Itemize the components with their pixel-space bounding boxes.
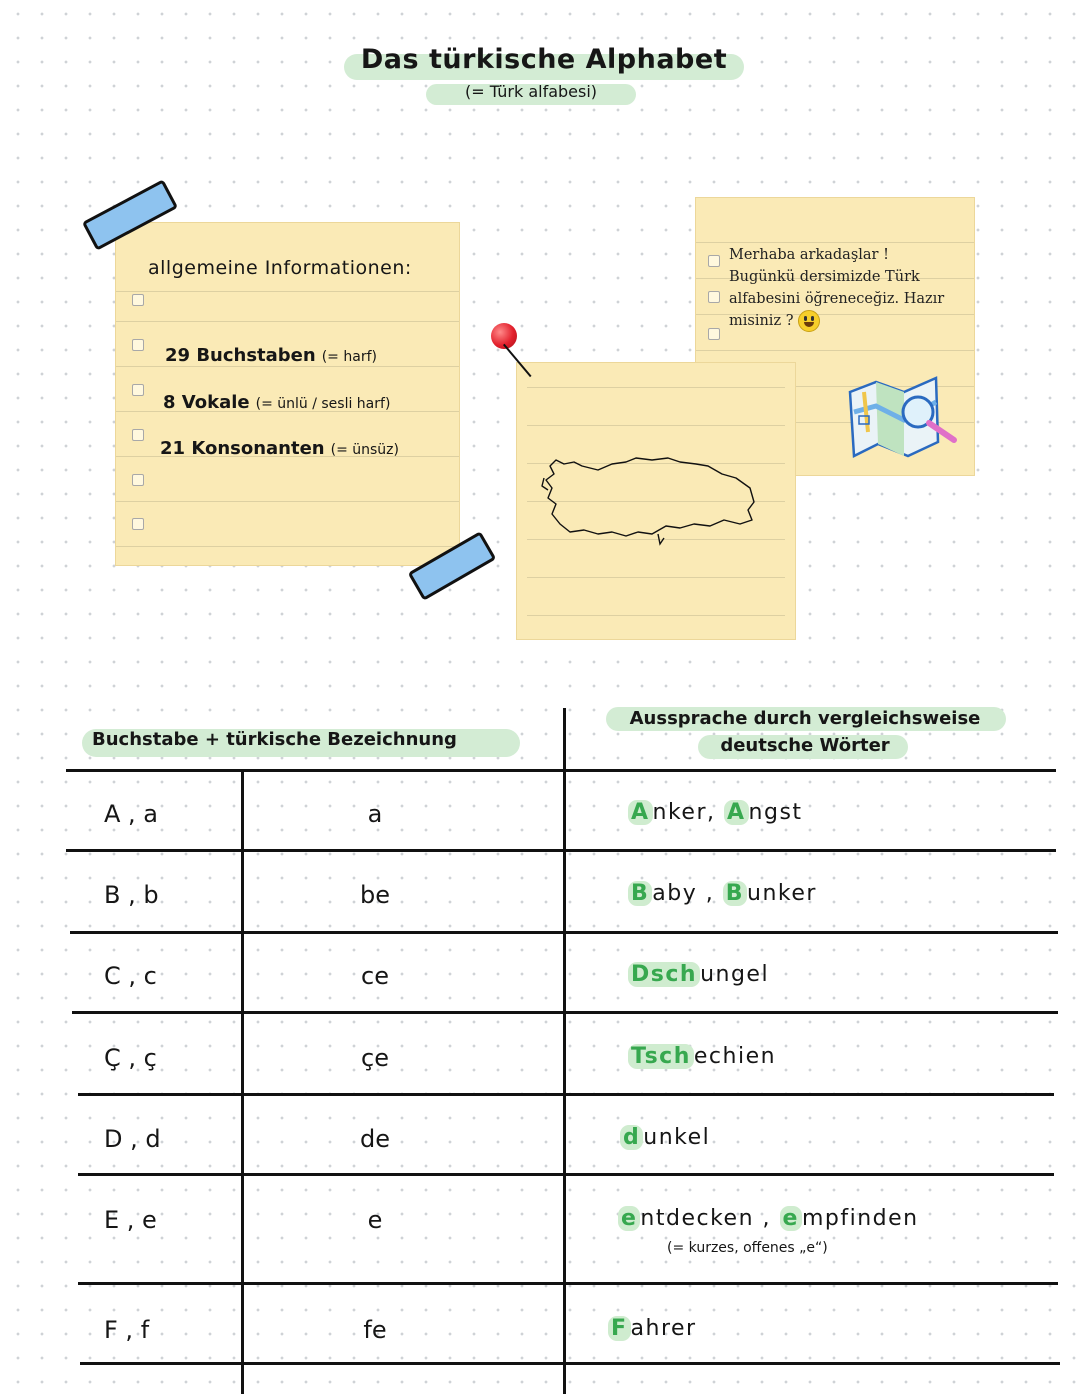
checkbox-icon <box>132 294 144 306</box>
table-row-letter: Ç , ç <box>104 1044 157 1072</box>
info-line-main: 8 Vokale <box>163 392 250 413</box>
table-row-letter: B , b <box>104 881 159 909</box>
checkbox-icon <box>708 291 720 303</box>
table-row-name: a <box>367 800 383 828</box>
table-header-left: Buchstabe + türkische Bezeichnung <box>92 729 457 750</box>
table-row-note: (= kurzes, offenes „e“) <box>667 1240 828 1256</box>
table-row-example: B aby , B unker <box>628 881 817 906</box>
table-rule <box>66 769 1056 772</box>
table-row-example: Dsch ungel <box>628 962 769 987</box>
checkbox-icon <box>132 339 144 351</box>
info-line-vowels <box>163 392 390 413</box>
table-row-name: e <box>367 1206 383 1234</box>
grinning-face-icon <box>798 310 820 332</box>
page-title: Das türkische Alphabet <box>360 44 728 75</box>
table-row-name: de <box>360 1125 390 1153</box>
map-icon <box>846 372 964 462</box>
checkbox-icon <box>132 384 144 396</box>
page-subtitle: (= Türk alfabesi) <box>464 82 598 101</box>
table-divider <box>563 708 566 1394</box>
table-row-name: be <box>360 881 390 909</box>
checkbox-icon <box>132 429 144 441</box>
table-row-name: ce <box>361 962 389 990</box>
table-row-letter: E , e <box>104 1206 157 1234</box>
message-text-block <box>729 244 959 332</box>
message-text: Merhaba arkadaşlar ! Bugünkü dersimizde Türk alfabesini öğreneceğiz. Hazır misiniz ? <box>729 247 945 329</box>
table-row-example: F ahrer <box>608 1316 697 1341</box>
table-header-right: Aussprache durch vergleichsweise deutsche Wörter <box>629 708 981 756</box>
table-row-letter: F , f <box>104 1316 150 1344</box>
table-row-example: Tsch echien <box>628 1044 776 1069</box>
table-row-name: fe <box>363 1316 387 1344</box>
table-row-letter: D , d <box>104 1125 161 1153</box>
table-rule <box>80 1362 1060 1365</box>
table-rule <box>66 849 1056 852</box>
table-rule <box>72 1011 1058 1014</box>
turkey-outline-icon <box>540 452 760 548</box>
table-row-example: A nker, A ngst <box>628 800 803 825</box>
table-row-example: d unkel <box>620 1125 710 1150</box>
info-line-note: (= ünlü / sesli harf) <box>255 396 391 412</box>
info-line-consonants <box>160 438 399 459</box>
info-line-main: 29 Buchstaben <box>165 345 316 366</box>
table-row-example: e ntdecken , e mpfinden <box>618 1206 919 1231</box>
table-rule <box>78 1093 1054 1096</box>
checkbox-icon <box>708 255 720 267</box>
info-line-note: (= harf) <box>321 349 377 365</box>
checkbox-icon <box>132 518 144 530</box>
table-rule <box>78 1173 1054 1176</box>
table-row-name: çe <box>361 1044 389 1072</box>
table-row-letter: C , c <box>104 962 157 990</box>
checkbox-icon <box>708 328 720 340</box>
table-row-letter: A , a <box>104 800 159 828</box>
info-line-letters <box>165 345 377 366</box>
table-rule <box>70 931 1058 934</box>
info-heading: allgemeine Informationen: <box>148 257 412 279</box>
info-line-note: (= ünsüz) <box>330 442 399 458</box>
table-rule <box>78 1282 1058 1285</box>
info-line-main: 21 Konsonanten <box>160 438 325 459</box>
table-divider <box>241 770 244 1394</box>
checkbox-icon <box>132 474 144 486</box>
